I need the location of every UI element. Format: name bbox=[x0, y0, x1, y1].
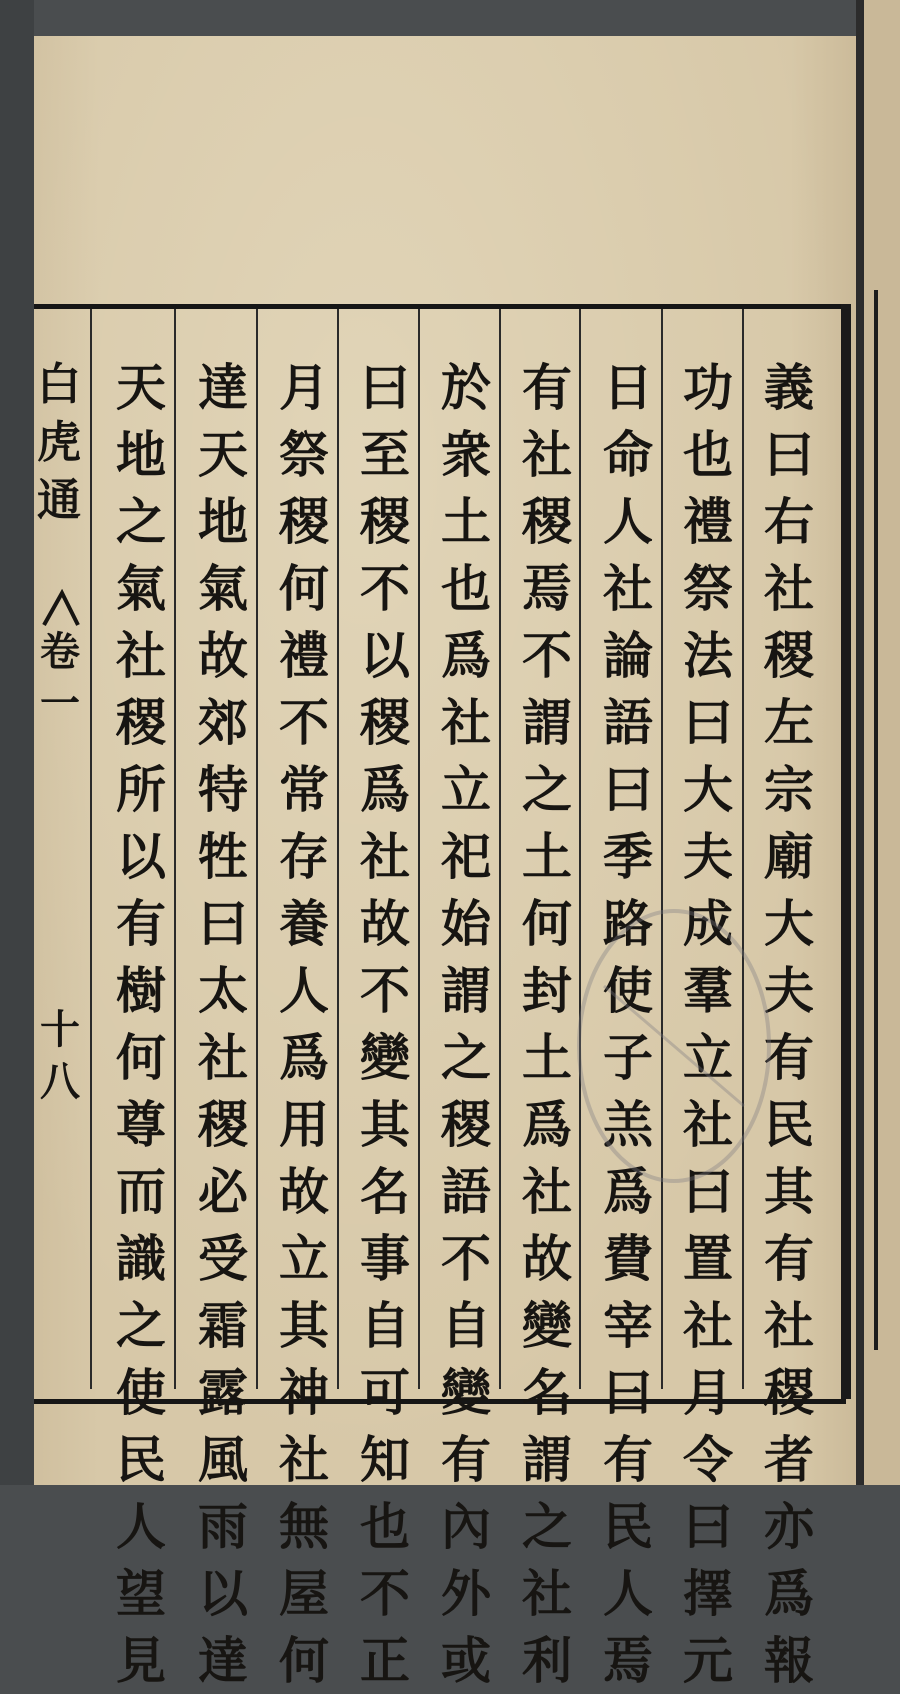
volume-label: 卷一 bbox=[40, 628, 80, 727]
book-title: 白虎通 bbox=[37, 359, 81, 526]
library-stamp-icon bbox=[564, 896, 784, 1196]
frame-right-border bbox=[841, 304, 851, 1399]
text-column-4: 有社稷焉不謂之土何封土爲社故變名謂之社利 bbox=[522, 358, 572, 1690]
banxin-strip bbox=[34, 304, 92, 1394]
adjacent-page-edge bbox=[862, 0, 900, 1485]
column-rule bbox=[579, 309, 581, 1389]
text-column-1: 義曰右社稷左宗廟大夫有民其有社稷者亦爲報 bbox=[764, 358, 814, 1690]
column-rule bbox=[256, 309, 258, 1389]
text-column-6: 曰至稷不以稷爲社故不變其名事自可知也不正 bbox=[360, 358, 410, 1690]
column-rule bbox=[499, 309, 501, 1389]
adjacent-page-border bbox=[874, 290, 900, 1350]
page-number: 十八 bbox=[40, 1006, 80, 1105]
text-column-9: 天地之氣社稷所以有樹何尊而識之使民人望見 bbox=[116, 358, 166, 1690]
book-page bbox=[34, 36, 856, 1690]
column-rule bbox=[418, 309, 420, 1389]
text-column-7: 月祭稷何禮不常存養人爲用故立其神社無屋何 bbox=[279, 358, 329, 1690]
column-rule bbox=[742, 309, 744, 1389]
text-column-3: 日命人社論語曰季路使子羔爲費宰曰有民人焉 bbox=[603, 358, 653, 1690]
scan-background-left bbox=[0, 0, 34, 1485]
column-rule bbox=[90, 309, 92, 1389]
column-rule bbox=[661, 309, 663, 1389]
text-column-2: 功也禮祭法曰大夫成羣立社曰置社月令曰擇元 bbox=[683, 358, 733, 1690]
column-rule bbox=[174, 309, 176, 1389]
text-column-5: 於衆土也爲社立祀始謂之稷語不自變有內外或 bbox=[441, 358, 491, 1690]
column-rule bbox=[337, 309, 339, 1389]
text-column-8: 達天地氣故郊特牲曰太社稷必受霜露風雨以達 bbox=[198, 358, 248, 1690]
fish-tail-mark-icon bbox=[42, 589, 80, 629]
